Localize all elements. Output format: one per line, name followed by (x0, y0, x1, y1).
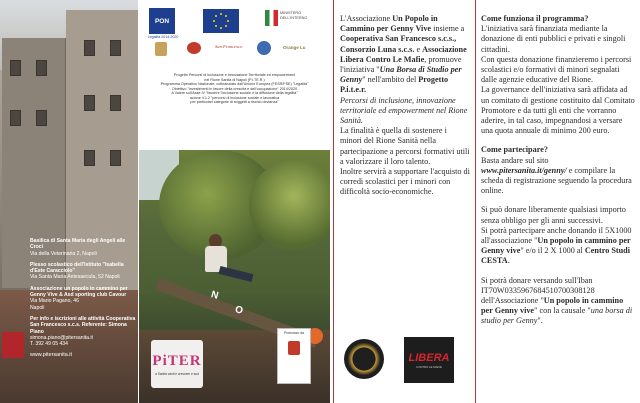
libera-wordmark: LIBERA (408, 351, 450, 364)
san-francesco-logo: San Francesco (215, 44, 243, 49)
bottom-logos (139, 320, 330, 403)
info-title: Plesso scolastico dell'Istituto "Isabella d'Este Caracciolo" (30, 261, 124, 275)
project-line: Programma Operativo Nazionale, cofinanziato dall'Unione Europea (FESR/FSE) "Legalità" (160, 82, 309, 86)
city-seal-icon (155, 42, 167, 56)
info-title: Basilica di Santa Maria degli Angeli alle Croci (30, 238, 126, 251)
eu-flag-icon (203, 9, 239, 33)
funding-paragraph: L'iniziativa sarà finanziata mediante la donazione di enti pubblici e privati e singoli cittadini. (481, 24, 626, 54)
info-line: Napoli (30, 304, 45, 311)
pon-subtitle: Legalità 2014-2020 (147, 35, 179, 39)
project-line: Obiettivo "Investimenti in favore della crescita e dell'occupazione" 2014/2020 (171, 86, 298, 91)
window (84, 40, 95, 56)
how-it-works-column (481, 14, 635, 327)
window (36, 110, 47, 126)
italy-flag-icon (265, 10, 278, 26)
piter-tagline: a Sanità vanti e crescere e sud (155, 371, 199, 376)
coop-logo-icon (187, 42, 201, 54)
column-divider (333, 0, 334, 403)
window (110, 95, 121, 111)
project-line: nel Rione Sanità di Napoli (P.I.TE.R.) (204, 77, 265, 82)
info-block (30, 286, 136, 311)
tree (249, 160, 330, 250)
signup-paragraph: Basta andare sul sito www.pitersanita.it/genny/ e compilare la scheda di registrazione seguendo la procedura online. (481, 155, 632, 196)
bench-letter: O (233, 304, 245, 317)
tax-donation-paragraph: Si potrà partecipare anche donando il 5X1000 all'associazione "Un popolo in cammino per Genny vive" e/o il 2 X 1000 al Centro Studi CESTA. (481, 225, 632, 266)
project-line: Progetto Percorsi di inclusione e innovazione Territoriale ed empowerment (173, 73, 296, 77)
blue-seal-icon (257, 41, 271, 55)
window (36, 60, 47, 76)
arch-logo: Orange Lu (283, 45, 306, 50)
promoted-by-label: Promosso da (284, 331, 304, 335)
signup-link[interactable]: www.pitersanita.it/genny/ (481, 165, 567, 175)
intro-paragraph: L'Associazione Un Popolo in Cammino per Genny Vive insieme a Cooperativa San Francesco s.c.s., Consorzio Luna s.c.s. e Associazione Libera Contro Le Mafie, promuove l'iniziativa "Una Borsa di Studio per Genny" nell'ambito del Progetto P.i.t.e.r. (340, 14, 467, 95)
red-badge-icon (2, 332, 24, 358)
column-divider (475, 0, 476, 403)
middle-panel (139, 0, 330, 403)
piter-logo (151, 340, 203, 388)
how-to-participate-heading: Come partecipare? (481, 145, 548, 155)
governance-paragraph: La governance dell'iniziativa sarà affidata ad un comitato di gestione costituito dal Comitato Promotore e da tutti gli enti che vorranno aderire, in tal caso, impegnandosi a versare una quota annuale di minimo 200 euro. (481, 85, 635, 136)
bench-letter: N (209, 289, 220, 302)
window (110, 40, 121, 56)
donation-paragraph: Con questa donazione finanzieremo i percorsi scolastici e/o formativi di minori segnalati dalle agenzie educative del Rione. (481, 54, 632, 85)
info-title: Per info e iscrizioni alle attività Cooperativa San Francesco s.c.s. Referente: Simona Piano (30, 315, 136, 335)
info-line: Via Mario Pagano, 46 (30, 298, 79, 305)
medal-seal-icon (344, 339, 384, 379)
info-phone: T. 392 49 05 434 (30, 341, 68, 348)
boy-leg (219, 266, 254, 282)
project-line: per particolari categorie di soggetti a rischio devianza" (190, 100, 279, 104)
how-it-works-heading: Come funziona il programma? (481, 14, 589, 23)
info-line: Via Santa Maria Antesaecula, 52 Napoli (30, 274, 120, 281)
info-block (30, 238, 136, 257)
libera-logo (404, 337, 454, 383)
left-info-text (30, 238, 136, 359)
free-donation-paragraph: Si può donare liberamente qualsiasi importo senza obbligo per gli anni successivi. (481, 205, 626, 225)
support-paragraph: Inoltre servirà a supportare l'acquisto di corredi scolastici per i minori con difficoltà socio-economiche. (340, 167, 470, 197)
window (110, 150, 121, 166)
promoter-seal-icon (288, 341, 300, 355)
left-photo-panel (0, 0, 138, 403)
goal-paragraph: La finalità è quella di sostenere i minori del Rione Sanità nella partecipazione a percorsi formativi utili a valorizzare il loro talento. (340, 126, 470, 166)
info-title: Associazione un popolo in cammino per Genny Vive & Asd sporting club Cavour (30, 285, 128, 299)
libera-tagline: CONTRO LE MAFIE (416, 364, 442, 369)
pon-logo: PON (149, 8, 175, 34)
website-link[interactable]: www.pitersanita.it (30, 352, 72, 359)
ministry-label: MINISTERO DELL'INTERNO (280, 11, 308, 20)
project-line: azione 4.1.2 "percorsi di inclusione sociale e lavorativa (189, 95, 280, 100)
window (84, 95, 95, 111)
project-description (145, 73, 324, 105)
project-line: A Valere sull'Asse IV "favorire l'inclusione sociale e la diffusione della legalità" (171, 91, 298, 95)
intro-column (340, 14, 470, 198)
info-block (30, 262, 136, 281)
iban-paragraph: Si potrà donare versando sull'Iban IT70W0335967684510700308128 dell'Associazione "Un popolo in cammino per Genny vive" con la causale "una borsa di studio per Genny". (481, 275, 633, 326)
project-subtitle: Percorsi di inclusione, innovazione territoriale ed empowerment nel Rione Sanità. (340, 95, 468, 126)
piter-wordmark: PiTER (152, 352, 202, 369)
window (10, 110, 21, 126)
logo-bar (139, 0, 330, 70)
window (84, 150, 95, 166)
promoted-by-box (277, 328, 311, 384)
info-line: Via della Veterinaria 2, Napoli (30, 250, 97, 257)
window (10, 60, 21, 76)
info-email[interactable]: simona.piano@pitersanita.it (30, 334, 93, 341)
info-block (30, 316, 136, 347)
